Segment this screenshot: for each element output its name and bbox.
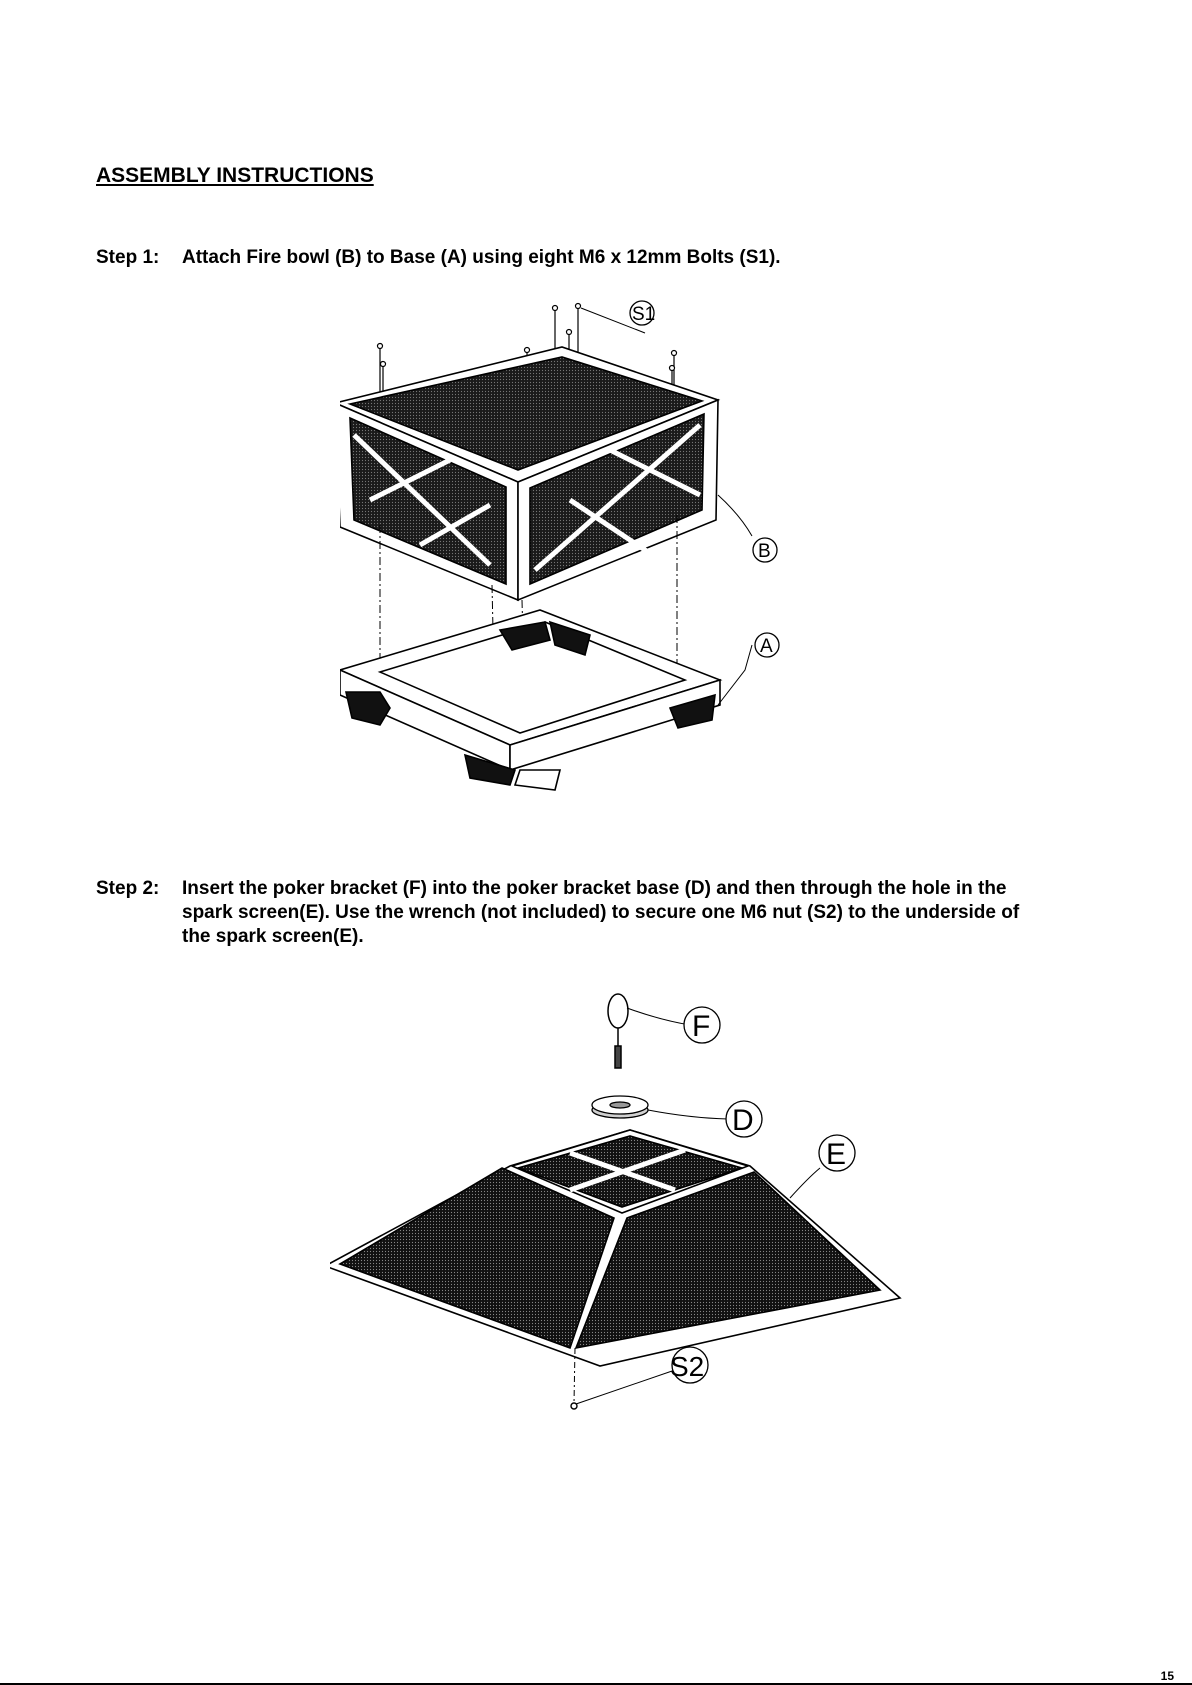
spark-screen-e: [330, 1130, 900, 1366]
figure-step-2: [330, 968, 930, 1460]
callout-a: A: [760, 636, 773, 657]
poker-bracket-f: [608, 994, 628, 1068]
callout-d: D: [732, 1104, 754, 1137]
step-2-text-line-2: spark screen(E). Use the wrench (not included) to secure one M6 nut (S2) to the underside of: [182, 902, 1020, 923]
callout-s1: S1: [632, 304, 656, 325]
base-a: [340, 610, 720, 790]
figure-step-1: [340, 300, 860, 855]
step-1-text: Attach Fire bowl (B) to Base (A) using eight M6 x 12mm Bolts (S1).: [182, 247, 781, 268]
step-1-label: Step 1:: [96, 247, 160, 268]
callout-e: E: [826, 1138, 847, 1171]
page-number: 15: [1160, 1669, 1174, 1683]
callout-f: F: [692, 1010, 711, 1043]
step-2-label: Step 2:: [96, 878, 160, 899]
poker-bracket-base-d: [592, 1096, 648, 1118]
step-2-text-line-3: the spark screen(E).: [182, 926, 364, 947]
step-2-text-line-1: Insert the poker bracket (F) into the poker bracket base (D) and then through the hole in the: [182, 878, 1007, 899]
callout-s2: S2: [670, 1351, 705, 1382]
bolt: [378, 344, 383, 395]
page-heading: ASSEMBLY INSTRUCTIONS: [96, 164, 374, 187]
callout-b: B: [758, 541, 771, 562]
callout-lines: [718, 495, 752, 705]
fire-bowl-b: [340, 347, 718, 600]
